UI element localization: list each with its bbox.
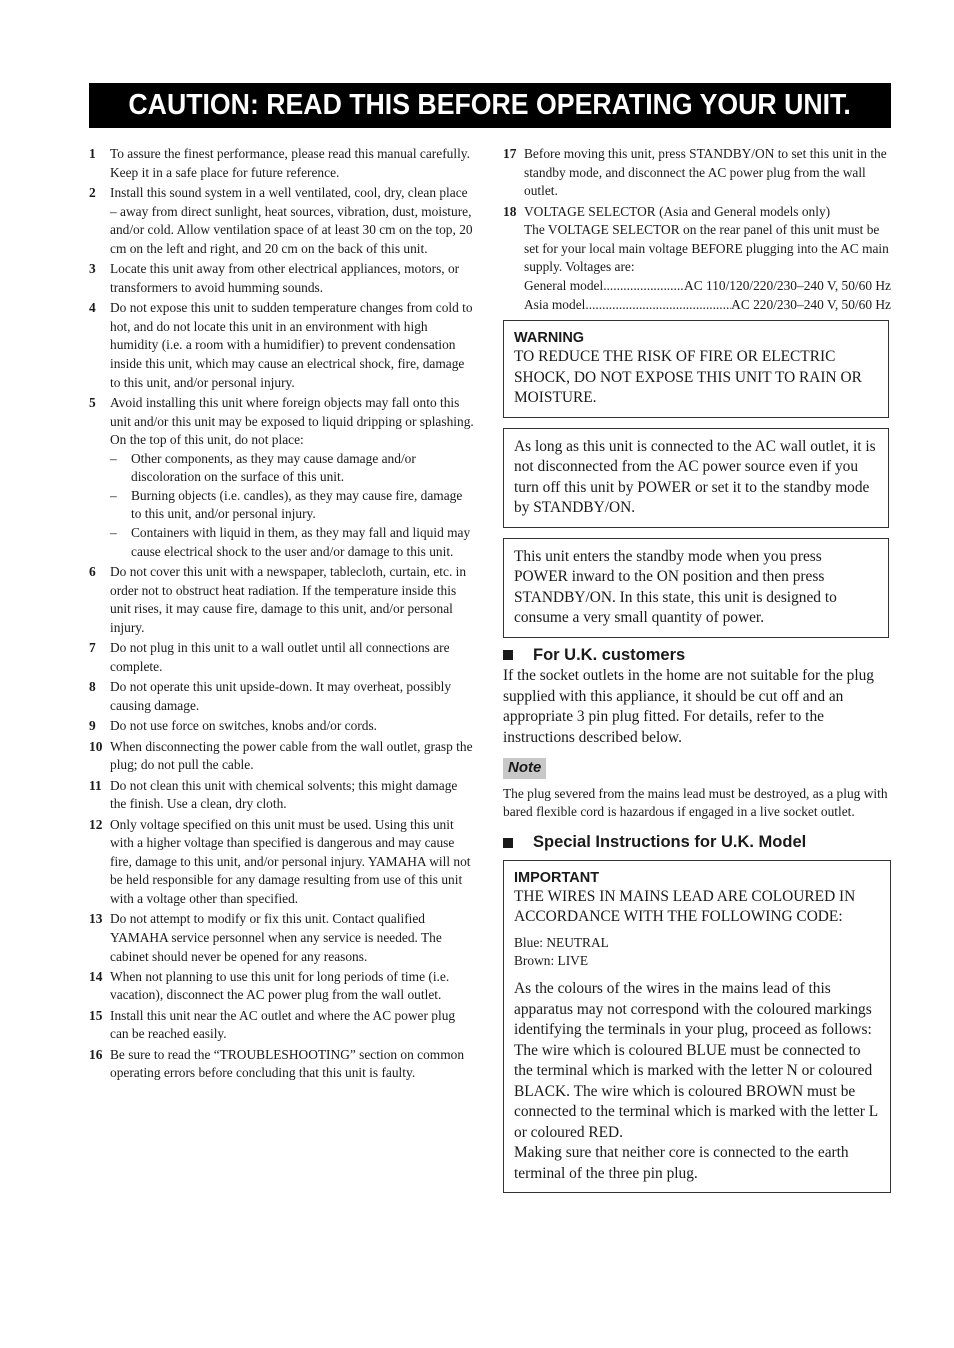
list-item bbox=[89, 184, 476, 258]
warning-text: TO REDUCE THE RISK OF FIRE OR ELECTRIC SHOCK, DO NOT EXPOSE THIS UNIT TO RAIN OR MOISTURE. bbox=[514, 348, 862, 407]
voltage-row-general bbox=[524, 277, 891, 296]
list-item-voltage-selector bbox=[503, 203, 891, 315]
item-text: Locate this unit away from other electrical appliances, motors, or transformers to avoid humming sounds. bbox=[110, 261, 460, 295]
list-item bbox=[89, 816, 476, 909]
item-text: Avoid installing this unit where foreign objects may fall onto this unit and/or this unit may be exposed to liquid dripping or splashing. On the top of this unit, do not place: bbox=[110, 394, 474, 448]
sub-item bbox=[110, 450, 476, 487]
right-column bbox=[503, 145, 891, 1193]
sub-item bbox=[110, 487, 476, 524]
list-item bbox=[89, 1046, 476, 1083]
list-item bbox=[89, 563, 476, 637]
voltage-model-label: General model bbox=[524, 277, 604, 293]
item-number: 7 bbox=[89, 640, 96, 656]
page-title: CAUTION: READ THIS BEFORE OPERATING YOUR UNIT. bbox=[128, 89, 852, 121]
item-text: Do not use force on switches, knobs and/or cords. bbox=[110, 718, 378, 734]
wire-brown: Brown: LIVE bbox=[514, 953, 589, 969]
square-bullet-icon bbox=[503, 650, 513, 660]
list-item bbox=[89, 1007, 476, 1044]
voltage-value: AC 220/230–240 V, 50/60 Hz bbox=[731, 296, 891, 312]
item-text: Do not operate this unit upside-down. It may overheat, possibly causing damage. bbox=[110, 679, 452, 713]
standby-notice-text: This unit enters the standby mode when you press POWER inward to the ON position and then press STANDBY/ON. In this state, this unit is designed to consume a very small quantity of power. bbox=[514, 547, 837, 627]
important-box bbox=[503, 860, 891, 1193]
voltage-value: AC 110/120/220/230–240 V, 50/60 Hz bbox=[684, 277, 891, 293]
item-number: 1 bbox=[89, 146, 96, 161]
list-item bbox=[89, 717, 476, 736]
item-number: 9 bbox=[89, 718, 96, 734]
item-text: Do not expose this unit to sudden temperature changes from cold to hot, and do not locate this unit in an environment with high humidity (i.e. a room with a humidifier) to prevent condensation inside this unit, which may cause an electrical shock, fire, damage to this unit, and/or personal injury. bbox=[110, 300, 473, 390]
item-text: When not planning to use this unit for long periods of time (i.e. vacation), disconnect the AC power plug from the wall outlet. bbox=[110, 968, 450, 1003]
dash-bullet: – bbox=[110, 450, 117, 466]
warning-box bbox=[503, 320, 889, 418]
item-number: 13 bbox=[89, 911, 103, 927]
sub-item bbox=[110, 524, 476, 561]
list-item bbox=[89, 910, 476, 966]
list-item bbox=[89, 260, 476, 297]
important-heading: IMPORTANT bbox=[514, 869, 600, 886]
item-text: Do not cover this unit with a newspaper, tablecloth, curtain, etc. in order not to obstruct heat radiation. If the temperature inside this unit rises, it may cause fire, damage to this unit, and/or personal injury. bbox=[110, 564, 467, 635]
sub-item-text: Other components, as they may cause damage and/or discoloration on the surface of this unit. bbox=[131, 450, 416, 485]
list-item bbox=[89, 678, 476, 715]
note-label: Note bbox=[503, 758, 546, 779]
caution-title-bar bbox=[89, 83, 891, 128]
item-number: 18 bbox=[503, 203, 517, 219]
section-title: For U.K. customers bbox=[533, 645, 686, 664]
item-text: Before moving this unit, press STANDBY/ON to set this unit in the standby mode, and disconnect the AC power plug from the wall outlet. bbox=[524, 146, 887, 199]
dash-bullet: – bbox=[110, 525, 117, 541]
item-number: 16 bbox=[89, 1046, 103, 1062]
item-text: Install this sound system in a well ventilated, cool, dry, clean place – away from direct sunlight, heat sources, vibration, dust, moisture, and/or cold. Allow ventilation space of at least 30 cm on the top, 20 cm on the left and right, and 20 cm on the back of this unit. bbox=[110, 184, 473, 256]
voltage-row-asia bbox=[524, 296, 891, 315]
item-text: Do not clean this unit with chemical solvents; this might damage the finish. Use a clean, dry cloth. bbox=[110, 777, 458, 812]
list-item bbox=[89, 738, 476, 775]
standby-notice-box bbox=[503, 538, 889, 638]
special-instructions-heading bbox=[503, 833, 891, 852]
ac-outlet-notice-text: As long as this unit is connected to the AC wall outlet, it is not disconnected from the AC power source even if you turn off this unit by POWER or set it to the standby mode by STANDBY/ON. bbox=[514, 437, 876, 517]
note-text: The plug severed from the mains lead must be destroyed, as a plug with bared flexible cord is hazardous if engaged in a live socket outlet. bbox=[503, 785, 888, 820]
item-number: 3 bbox=[89, 261, 96, 277]
ac-outlet-notice-box bbox=[503, 428, 889, 528]
item-number: 12 bbox=[89, 816, 103, 832]
uk-customers-text: If the socket outlets in the home are not suitable for the plug supplied with this appliance, it should be cut off and an appropriate 3 pin plug fitted. For details, refer to the instructions described below. bbox=[503, 667, 874, 746]
section-title: Special Instructions for U.K. Model bbox=[533, 833, 807, 852]
item-text: Do not attempt to modify or fix this unit. Contact qualified YAMAHA service personnel when any service is needed. The cabinet should never be opened for any reasons. bbox=[110, 911, 442, 964]
wire-blue: Blue: NEUTRAL bbox=[514, 934, 609, 950]
list-item bbox=[89, 968, 476, 1005]
list-item bbox=[89, 639, 476, 676]
leader-dots bbox=[585, 296, 731, 315]
item-text: The VOLTAGE SELECTOR on the rear panel of this unit must be set for your local main voltage BEFORE plugging into the AC main supply. Voltages are: bbox=[524, 222, 889, 275]
sub-item-text: Burning objects (i.e. candles), as they may cause fire, damage to this unit, and/or personal injury. bbox=[131, 487, 463, 522]
dash-bullet: – bbox=[110, 487, 117, 503]
voltage-selector-heading: VOLTAGE SELECTOR (Asia and General models only) bbox=[524, 203, 831, 219]
item-number: 14 bbox=[89, 968, 103, 984]
important-paragraph: As the colours of the wires in the mains lead of this apparatus may not correspond with the coloured markings identifying the terminals in your plug, proceed as follows: bbox=[514, 980, 872, 1039]
item-number: 6 bbox=[89, 564, 96, 580]
item-number: 4 bbox=[89, 300, 96, 316]
item-number: 5 bbox=[89, 394, 96, 410]
leader-dots bbox=[603, 277, 684, 296]
left-column bbox=[89, 145, 476, 1085]
list-item bbox=[89, 777, 476, 814]
item-number: 10 bbox=[89, 738, 103, 754]
warning-heading: WARNING bbox=[514, 330, 585, 347]
item-number: 15 bbox=[89, 1007, 103, 1023]
item-number: 2 bbox=[89, 184, 96, 200]
item-number: 8 bbox=[89, 679, 96, 695]
uk-customers-heading bbox=[503, 646, 891, 665]
voltage-model-label: Asia model bbox=[524, 296, 586, 312]
item-text: Only voltage specified on this unit must be used. Using this unit with a higher voltage than specified is dangerous and may cause fire, damage to this unit, and/or personal injury. YAMAHA will not be held responsible for any damage resulting from use of this unit with a voltage other than specified. bbox=[110, 816, 471, 906]
list-item bbox=[503, 145, 891, 201]
item-text: When disconnecting the power cable from the wall outlet, grasp the plug; do not pull the cable. bbox=[110, 738, 473, 773]
item-text: To assure the finest performance, please read this manual carefully. Keep it in a safe place for future reference. bbox=[110, 146, 470, 180]
item-text: Do not plug in this unit to a wall outlet until all connections are complete. bbox=[110, 640, 450, 674]
square-bullet-icon bbox=[503, 838, 513, 848]
list-item bbox=[89, 394, 476, 561]
sub-item-text: Containers with liquid in them, as they may fall and liquid may cause electrical shock to the user and/or damage to this unit. bbox=[131, 525, 471, 559]
important-text: THE WIRES IN MAINS LEAD ARE COLOURED IN ACCORDANCE WITH THE FOLLOWING CODE: bbox=[514, 887, 856, 926]
list-item bbox=[89, 145, 476, 182]
item-number: 17 bbox=[503, 146, 517, 161]
important-paragraph: Making sure that neither core is connected to the earth terminal of the three pin plug. bbox=[514, 1144, 849, 1182]
item-text: Be sure to read the “TROUBLESHOOTING” section on common operating errors before concluding that this unit is faulty. bbox=[110, 1046, 465, 1081]
wire-colour-code bbox=[514, 934, 880, 971]
item-text: Install this unit near the AC outlet and where the AC power plug can be reached easily. bbox=[110, 1007, 456, 1042]
important-paragraph: The wire which is coloured BLUE must be connected to the terminal which is marked with the letter N or coloured BLACK. The wire which is coloured BROWN must be connected to the terminal which is marked with the letter L or coloured RED. bbox=[514, 1041, 878, 1141]
list-item bbox=[89, 299, 476, 392]
item-number: 11 bbox=[89, 777, 102, 793]
